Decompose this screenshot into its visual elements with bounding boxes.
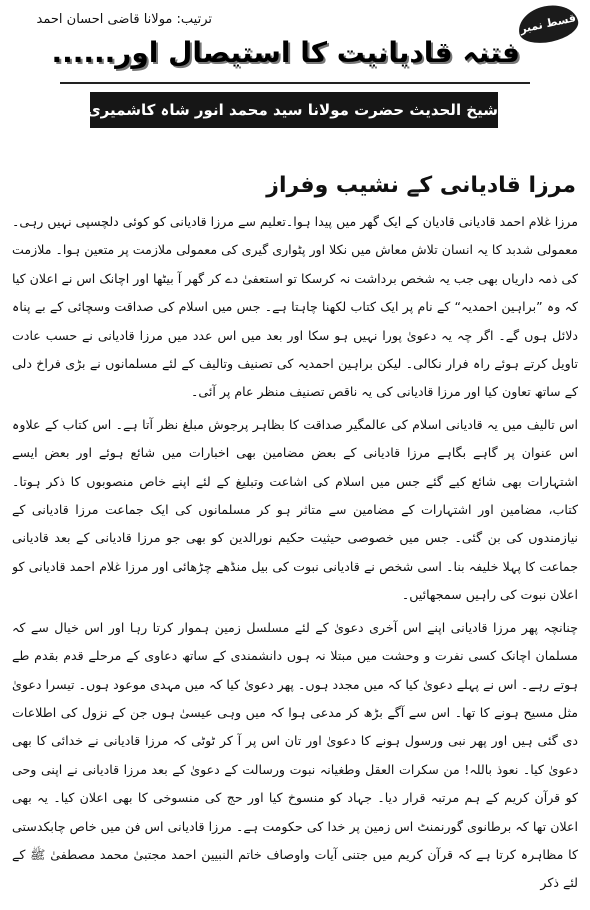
section-heading: مرزا قادیانی کے نشیب وفراز bbox=[266, 173, 576, 198]
body-paragraph-2: اس تالیف میں یہ قادیانی اسلام کی عالمگیر صداقت کا بظاہر پرجوش مبلغ نظر آتا ہے۔ اس کتاب کے علاوہ اس عنوان پر گاہے بگاہے مرزا قادیانی کے بعض مضامین بھی اخبارات میں شائع ہوئے اور بعض ایسے اشتہارات بھی شائع کیے گئے جس میں اسلام کی اشاعت وتبلیغ کے لئے اپنے خاص منصوبوں کا ذکر ہوتا۔ کتاب، مضامین اور اشتہارات کے مضامین سے متاثر ہو کر مسلمانوں کی ایک جماعت مرزا قادیانی کے نیازمندوں کی بن گئی۔ جس میں خصوصی حیثیت حکیم نورالدین کو بھی جو مرزا قادیانی کے بعد قادیانی جماعت کا پہلا خلیفہ بنا۔ اسی شخص نے قادیانی نبوت کی بیل منڈھے چڑھائی اور مرزا غلام احمد قادیانی کو اعلان نبوت کی راہیں سمجھائیں۔ bbox=[12, 416, 578, 603]
title-divider bbox=[60, 82, 530, 84]
episode-badge: قسط نمبر 2 bbox=[515, 0, 581, 48]
article-body bbox=[12, 208, 578, 906]
compiler-credit: ترتیب: مولانا قاضی احسان احمد bbox=[36, 12, 212, 27]
body-paragraph-1: مرزا غلام احمد قادیانی قادیان کے ایک گھر میں پیدا ہوا۔تعلیم سے مرزا قادیانی کو کوئی دلچسپی نہیں رہی۔ معمولی شدبد کا یہ انسان تلاش معاش میں نکلا اور پٹواری گیری کی معمولی ملازمت پر متعین ہوا۔ ملازمت کی ذمہ داریاں بھی جب یہ شخص برداشت نہ کرسکا تو استعفیٰ دے کر گھر آ بیٹھا اور اچانک اس نے اعلان کیا کہ وہ ”براہین احمدیہ“ کے نام پر ایک کتاب لکھنا چاہتا ہے۔ جس میں اسلام کی صداقت وسچائی کے بے پناہ دلائل ہوں گے۔ اگر چہ یہ دعویٰ پورا نہیں ہو سکا اور بعد میں اس عدد میں مرزا قادیانی نے حسب عادت تاویل کرتے ہوئے راہ فرار نکالی۔ لیکن براہین احمدیہ کی تصنیف وتالیف کے لئے مسلمانوں نے بڑی فراخ دلی کے ساتھ تعاون کیا اور مرزا قادیانی کی یہ ناقص تصنیف منظر عام پر آئی۔ bbox=[12, 214, 578, 400]
body-paragraph-3: چنانچہ پھر مرزا قادیانی اپنے اس آخری دعویٰ کے لئے مسلسل زمین ہموار کرتا رہا اور اس خیال سے کہ مسلمان اچانک کسی نفرت و وحشت میں مبتلا نہ ہوں دانشمندی کے ساتھ دعاوی کے مرحلے قدم بقدم طے ہوتے رہے۔ اس نے پہلے دعویٰ کیا کہ میں مجدد ہوں۔ پھر دعویٰ کیا کہ میں مہدی موعود ہوں۔ تیسرا دعویٰ مثل مسیح ہونے کا تھا۔ اس سے آگے بڑھ کر مدعی ہوا کہ میں وہی عیسیٰ ہوں جن کے نزول کی اطلاعات دی گئی ہیں اور پھر نبی ورسول ہونے کا دعویٰ اور تان اس پر آ کر ٹوٹی کہ مرزا قادیانی نے خدائی کا بھی دعویٰ کیا۔ نعوذ باللہ! من سکرات العقل وطغیانہ نبوت ورسالت کے دعویٰ کے بعد مرزا قادیانی نے اپنی وحی کو قرآن کریم کے ہم مرتبہ قرار دیا۔ جہاد کو منسوخ کیا اور حج کی منسوخی کا بھی اعلان کیا۔ یہ بھی اعلان تھا کہ برطانوی گورنمنٹ اس زمین پر خدا کی حکومت ہے۔ مرزا قادیانی اس فن میں خاص چابکدستی کا مظاہرہ کرتا ہے کہ قرآن کریم میں جتنی آیات واوصاف خاتم النبیین احمد مجتبیٰ محمد مصطفیٰ ﷺ کے لئے ذکر bbox=[12, 619, 578, 891]
article-title: فتنہ قادیانیت کا استیصال اور...... bbox=[51, 36, 520, 69]
author-band: شیخ الحدیث حضرت مولانا سید محمد انور شاہ کاشمیری bbox=[90, 92, 498, 128]
